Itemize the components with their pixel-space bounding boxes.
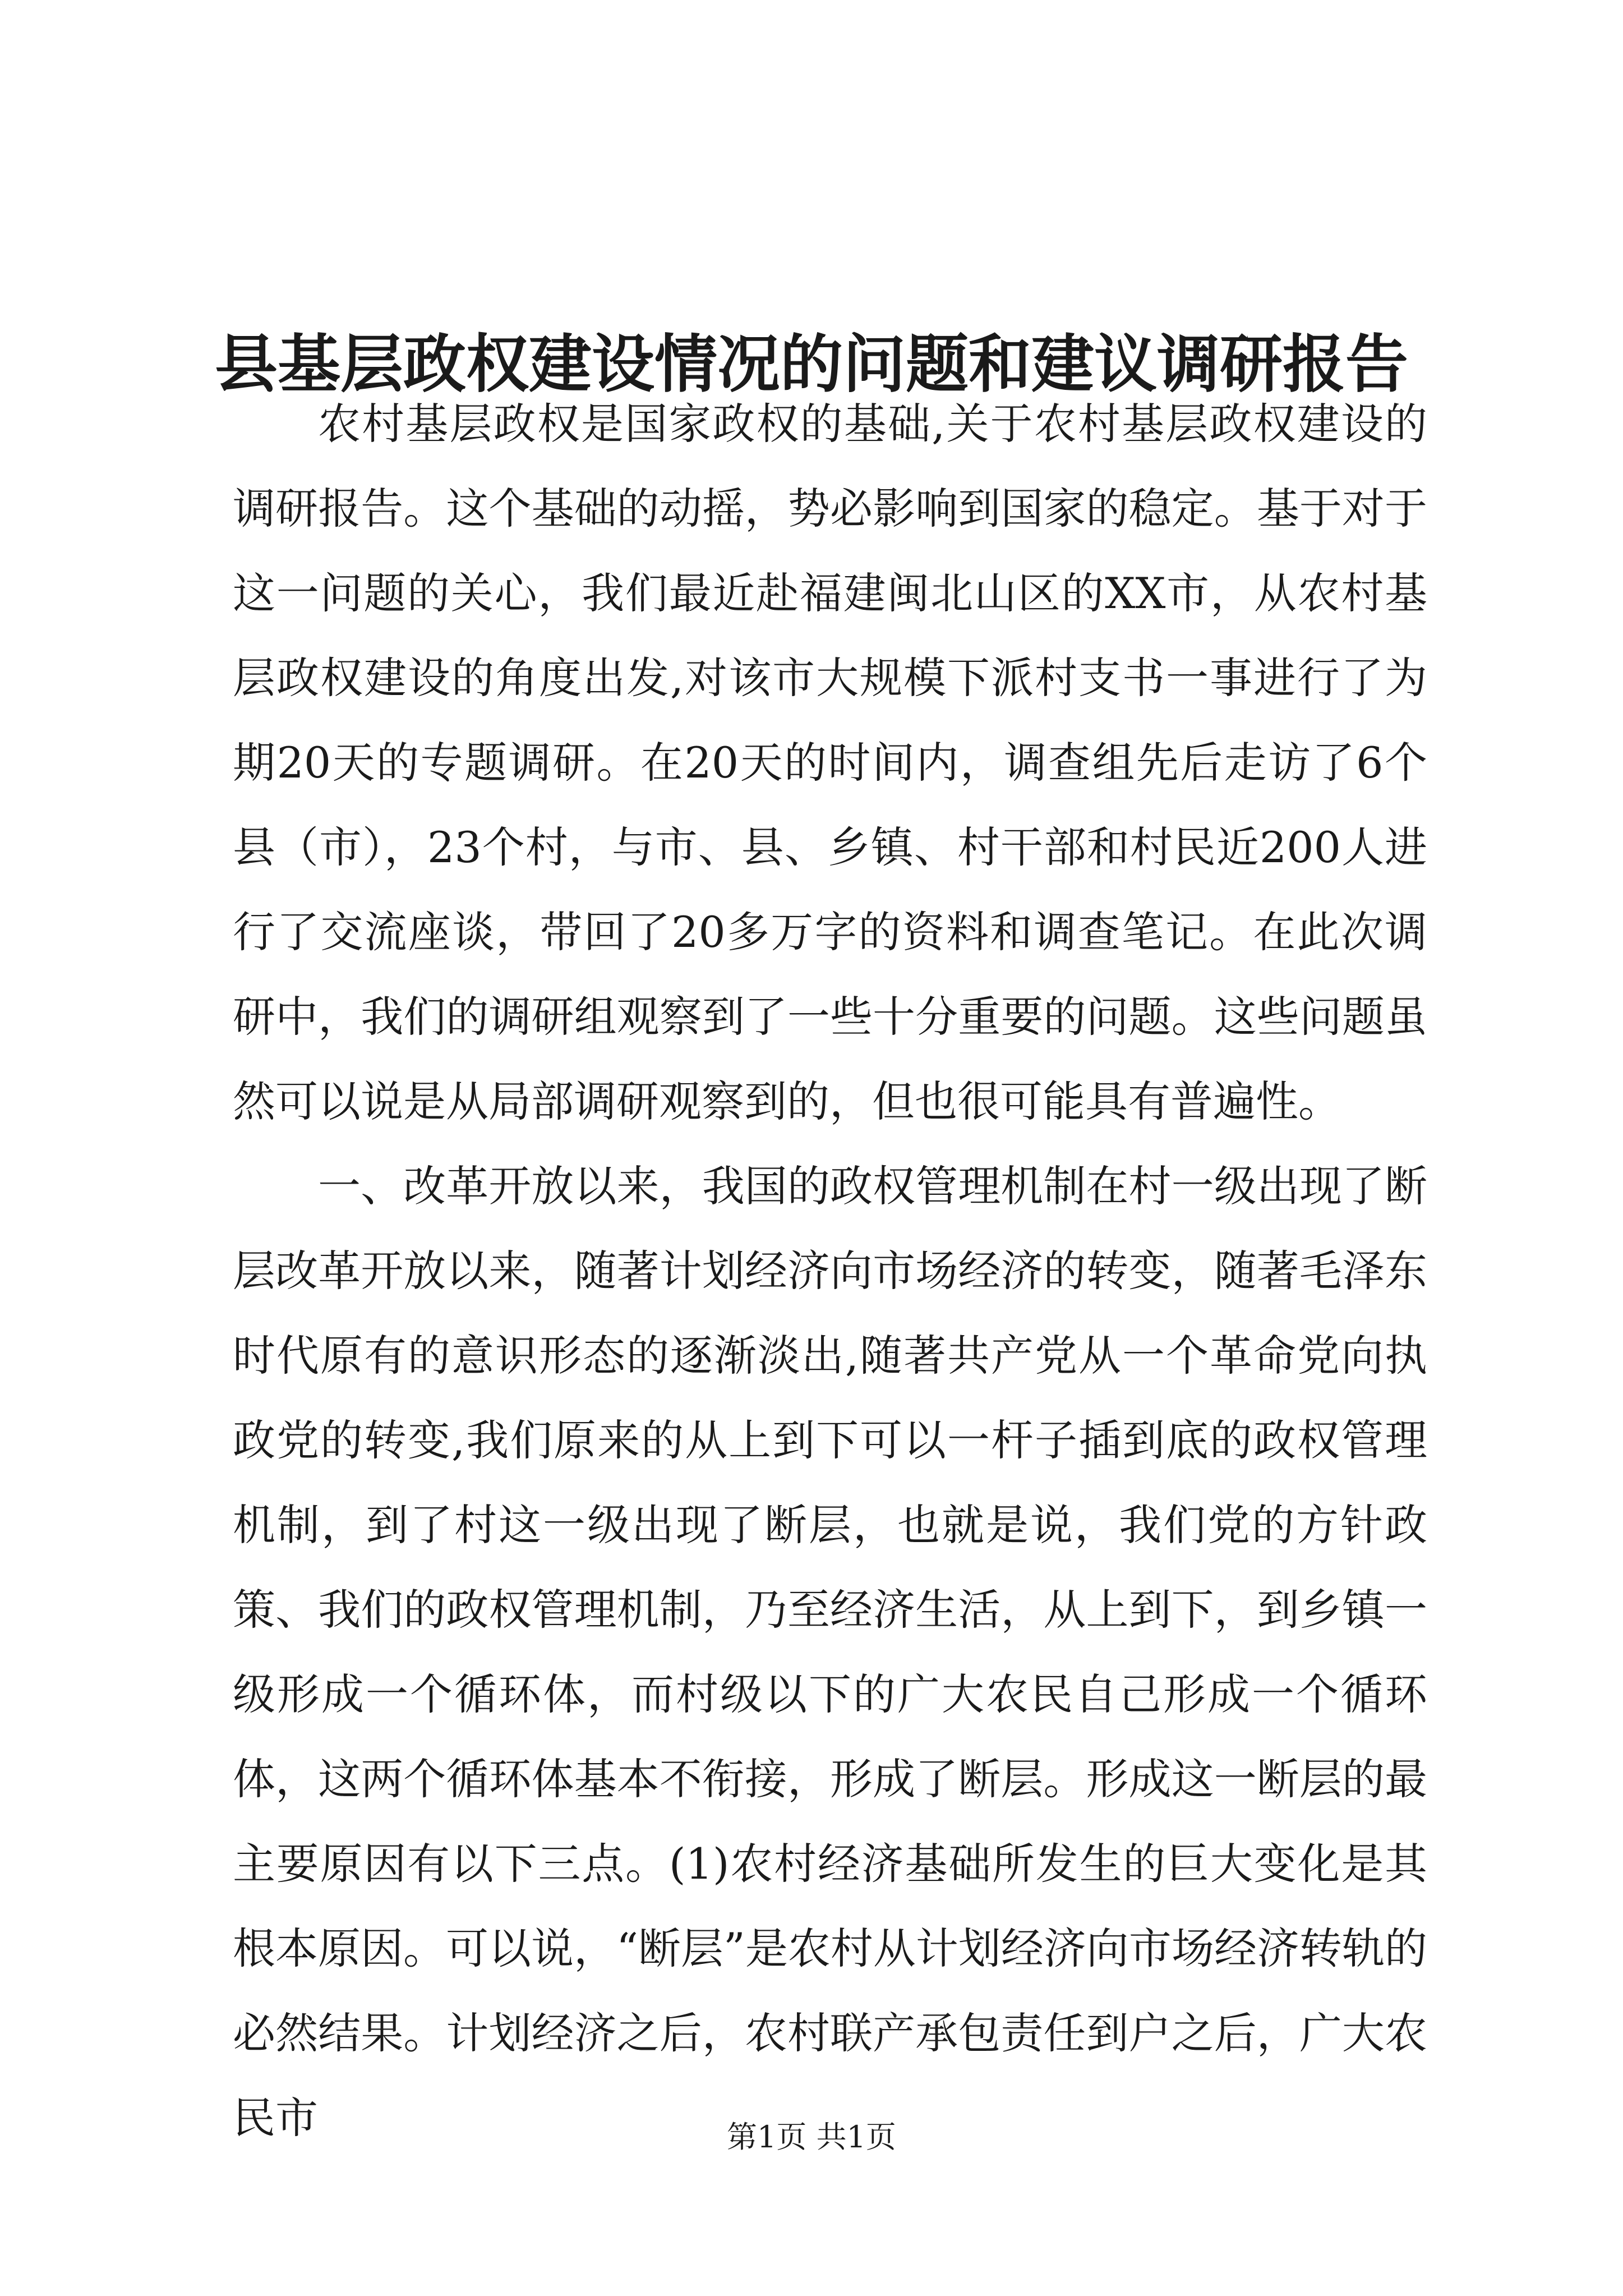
paragraph-section-one: 一、改革开放以来，我国的政权管理机制在村一级出现了断层改革开放以来，随著计划经济向市场经济的转变，随著毛泽东时代原有的意识形态的逐渐淡出,随著共产党从一个革命党向执政党的转变,我们原来的从上到下可以一杆子插到底的政权管理机制，到了村这一级出现了断层，也就是说，我们党的方针政策、我们的政权管理机制，乃至经济生活，从上到下，到乡镇一级形成一个循环体，而村级以下的广大农民自己形成一个循环体，这两个循环体基本不衔接，形成了断层。形成这一断层的最主要原因有以下三点。(1)农村经济基础所发生的巨大变化是其根本原因。可以说，“断层”是农村从计划经济向市场经济转轨的必然结果。计划经济之后，农村联产承包责任到户之后，广大农民市 (233, 1161, 1427, 2143)
document-body (233, 381, 1427, 2160)
paragraph-intro: 农村基层政权是国家政权的基础,关于农村基层政权建设的调研报告。这个基础的动摇，势必影响到国家的稳定。基于对于这一问题的关心，我们最近赴福建闽北山区的XX市，从农村基层政权建设的角度出发,对该市大规模下派村支书一事进行了为期20天的专题调研。在20天的时间内，调查组先后走访了6个县（市），23个村，与市、县、乡镇、村干部和村民近200人进行了交流座谈，带回了20多万字的资料和调查笔记。在此次调研中，我们的调研组观察到了一些十分重要的问题。这些问题虽然可以说是从局部调研观察到的，但也很可能具有普遍性。 (233, 399, 1427, 1126)
document-title: 县基层政权建设情况的问题和建议调研报告 (215, 328, 1408, 402)
page-footer: 第1页 共1页 (727, 2119, 896, 2155)
